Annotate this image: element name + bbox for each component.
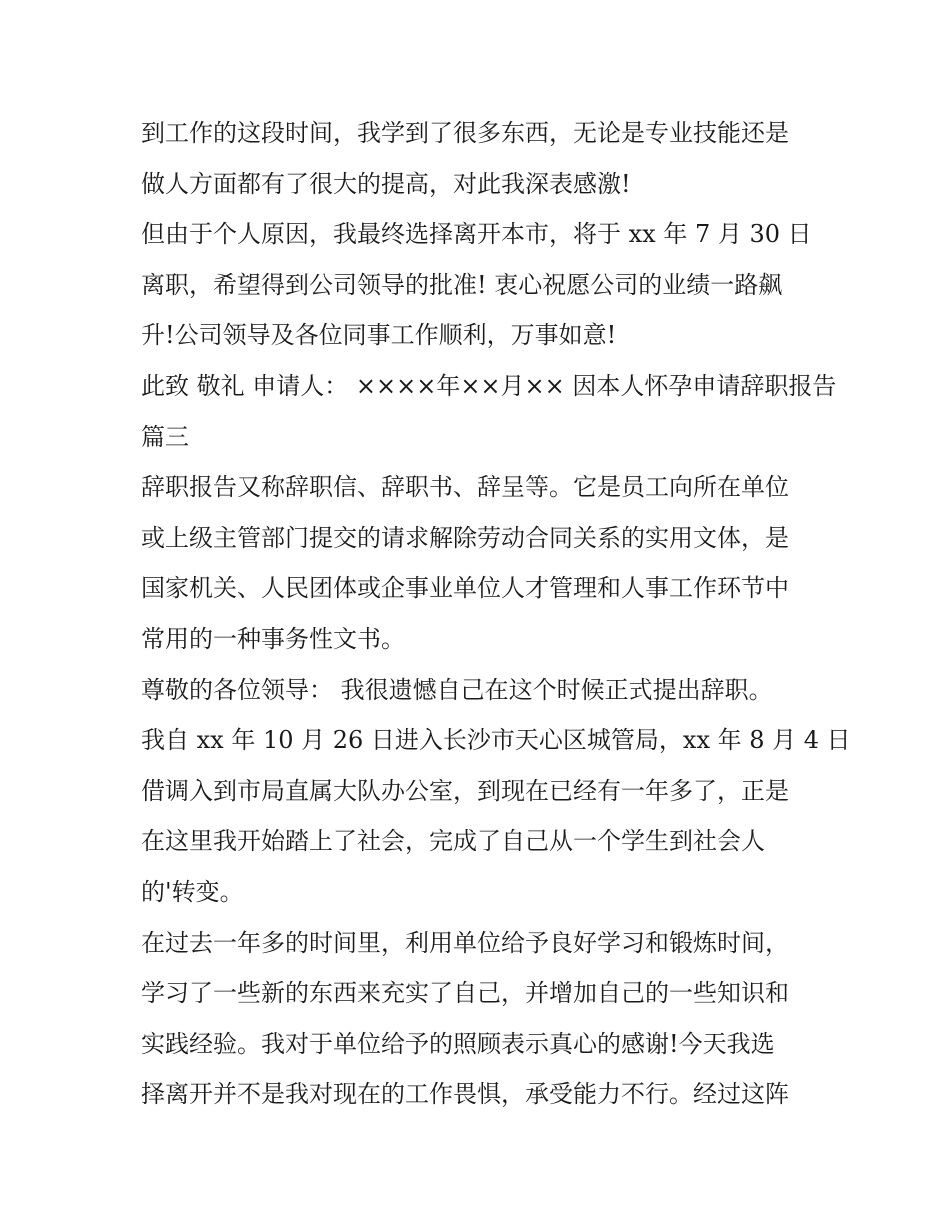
- text-line: 辞职报告又称辞职信、辞职书、辞呈等。它是员工向所在单位: [141, 473, 789, 502]
- text-line: 升!公司领导及各位同事工作顺利，万事如意!: [141, 321, 617, 350]
- text-line: 离职，希望得到公司领导的批准! 衷心祝愿公司的业绩一路飙: [141, 270, 783, 299]
- document-body: [141, 108, 851, 1120]
- text-line: 到工作的这段时间，我学到了很多东西，无论是专业技能还是: [141, 119, 789, 147]
- section-heading: 篇三: [141, 422, 189, 451]
- text-line: 此致 敬礼 申请人： ××××年××月×× 因本人怀孕申请辞职报告: [141, 371, 837, 400]
- text-line: 尊敬的各位领导： 我很遗憾自己在这个时候正式提出辞职。: [141, 675, 773, 704]
- text-line: 但由于个人原因，我最终选择离开本市，将于 xx 年 7 月 30 日: [141, 220, 812, 249]
- text-line: 借调入到市局直属大队办公室，到现在已经有一年多了，正是: [141, 776, 789, 805]
- text-line: 择离开并不是我对现在的工作畏惧，承受能力不行。经过这阵: [141, 1080, 789, 1109]
- text-line: 实践经验。我对于单位给予的照顾表示真心的感谢!今天我选: [141, 1029, 775, 1058]
- text-line: 我自 xx 年 10 月 26 日进入长沙市天心区城管局，xx 年 8 月 4 日: [141, 726, 851, 755]
- text-line: 的'转变。: [141, 877, 244, 906]
- text-line: 常用的一种事务性文书。: [141, 624, 405, 653]
- text-line: 学习了一些新的东西来充实了自己，并增加自己的一些知识和: [141, 979, 789, 1008]
- text-line: 做人方面都有了很大的提高，对此我深表感激!: [141, 169, 631, 198]
- text-line: 国家机关、人民团体或企事业单位人才管理和人事工作环节中: [141, 574, 789, 603]
- text-line: 或上级主管部门提交的请求解除劳动合同关系的实用文体，是: [141, 523, 789, 552]
- text-line: 在这里我开始踏上了社会，完成了自己从一个学生到社会人: [141, 827, 765, 856]
- text-line: 在过去一年多的时间里，利用单位给予良好学习和锻炼时间，: [141, 928, 789, 957]
